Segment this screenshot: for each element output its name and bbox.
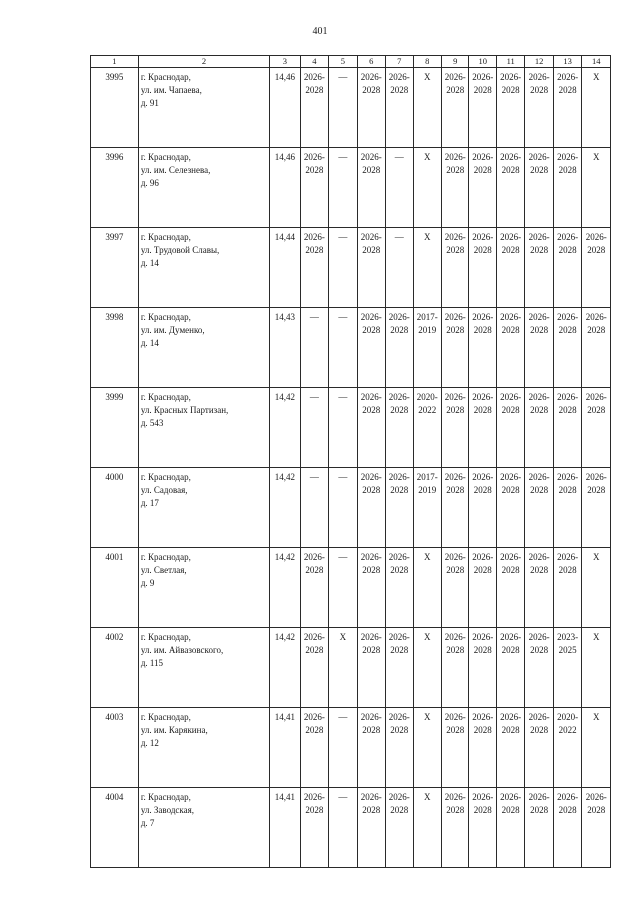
period-cell: — [329,388,357,468]
table-row [91,548,611,628]
column-number-11: 11 [496,56,524,68]
period-cell: 2026- 2028 [442,468,469,548]
address-line: г. Краснодар, [140,232,191,242]
address-line: д. 543 [140,418,164,428]
period-cell: — [300,468,328,548]
period-cell: 2026- 2028 [357,468,385,548]
value-cell: 14,46 [270,148,301,228]
period-cell: 2026- 2028 [300,548,328,628]
period-cell: 2026- 2028 [442,68,469,148]
row-number: 4003 [91,708,139,788]
address-line: д. 115 [140,658,164,668]
period-cell: 2026- 2028 [357,708,385,788]
period-cell: — [329,468,357,548]
address-line: г. Краснодар, [140,792,191,802]
row-number: 3995 [91,68,139,148]
period-cell: 2026- 2028 [300,628,328,708]
period-cell: 2026- 2028 [442,228,469,308]
period-cell: Х [413,228,441,308]
address-line: ул. Светлая, [140,565,187,575]
address-line: ул. им. Думенко, [140,325,205,335]
period-cell: 2026- 2028 [496,708,524,788]
period-cell: Х [413,788,441,868]
period-cell: 2026- 2028 [357,788,385,868]
value-cell: 14,42 [270,628,301,708]
period-cell: 2026- 2028 [525,548,553,628]
period-cell: 2026- 2028 [357,228,385,308]
address-line: ул. Заводская, [140,805,195,815]
value-cell: 14,41 [270,708,301,788]
period-cell: 2026- 2028 [357,68,385,148]
period-cell: Х [413,548,441,628]
address-line: ул. им. Карякина, [140,725,208,735]
period-cell: 2026- 2028 [469,148,496,228]
period-cell: 2026- 2028 [582,388,611,468]
address-line: ул. Садовая, [140,485,188,495]
address-line: г. Краснодар, [140,712,191,722]
address-line: ул. Трудовой Славы, [140,245,220,255]
address-line: д. 9 [140,578,155,588]
row-number: 4001 [91,548,139,628]
table-row [91,388,611,468]
table-row [91,468,611,548]
period-cell: 2026- 2028 [469,788,496,868]
period-cell: 2026- 2028 [300,68,328,148]
row-number: 3998 [91,308,139,388]
period-cell: 2026- 2028 [469,388,496,468]
table-row [91,148,611,228]
period-cell: 2026- 2028 [553,468,581,548]
row-number: 3997 [91,228,139,308]
period-cell: — [386,228,413,308]
column-number-5: 5 [329,56,357,68]
value-cell: 14,43 [270,308,301,388]
period-cell: 2026- 2028 [525,788,553,868]
address-line: д. 17 [140,498,159,508]
address-line: г. Краснодар, [140,392,191,402]
period-cell: 2017- 2019 [413,468,441,548]
period-cell: 2026- 2028 [553,388,581,468]
period-cell: 2026- 2028 [553,68,581,148]
address-line: ул. им. Селезнева, [140,165,211,175]
period-cell: 2026- 2028 [386,68,413,148]
period-cell: 2026- 2028 [553,788,581,868]
period-cell: 2026- 2028 [386,548,413,628]
value-cell: 14,42 [270,388,301,468]
address-line: г. Краснодар, [140,552,191,562]
table-row [91,628,611,708]
period-cell: 2026- 2028 [496,148,524,228]
address-cell [138,68,269,148]
table-row [91,68,611,148]
period-cell: 2026- 2028 [469,628,496,708]
period-cell: 2026- 2028 [386,388,413,468]
column-number-9: 9 [442,56,469,68]
address-line: д. 14 [140,258,159,268]
period-cell: 2026- 2028 [496,788,524,868]
period-cell: 2026- 2028 [525,388,553,468]
period-cell: 2026- 2028 [386,628,413,708]
column-number-6: 6 [357,56,385,68]
column-number-13: 13 [553,56,581,68]
period-cell: 2026- 2028 [442,628,469,708]
schedule-table [90,55,611,868]
address-cell [138,148,269,228]
period-cell: 2026- 2028 [357,148,385,228]
period-cell: 2026- 2028 [469,308,496,388]
column-number-7: 7 [386,56,413,68]
period-cell: 2026- 2028 [469,228,496,308]
period-cell: 2026- 2028 [357,308,385,388]
period-cell: Х [329,628,357,708]
period-cell: 2026- 2028 [582,788,611,868]
address-line: д. 12 [140,738,159,748]
address-line: г. Краснодар, [140,472,191,482]
address-cell [138,468,269,548]
period-cell: 2026- 2028 [442,548,469,628]
period-cell: 2026- 2028 [300,788,328,868]
period-cell: 2020- 2022 [413,388,441,468]
value-cell: 14,42 [270,468,301,548]
period-cell: — [329,548,357,628]
address-cell [138,628,269,708]
period-cell: 2026- 2028 [386,308,413,388]
row-number: 3999 [91,388,139,468]
address-line: г. Краснодар, [140,152,191,162]
column-number-10: 10 [469,56,496,68]
column-number-1: 1 [91,56,139,68]
period-cell: 2020- 2022 [553,708,581,788]
period-cell: 2026- 2028 [525,68,553,148]
period-cell: 2026- 2028 [582,228,611,308]
period-cell: — [329,148,357,228]
column-number-14: 14 [582,56,611,68]
period-cell: Х [582,148,611,228]
period-cell: — [300,308,328,388]
address-line: д. 91 [140,98,159,108]
address-cell [138,548,269,628]
period-cell: 2026- 2028 [469,468,496,548]
period-cell: 2026- 2028 [300,228,328,308]
period-cell: 2026- 2028 [553,148,581,228]
period-cell: 2026- 2028 [525,708,553,788]
period-cell: 2026- 2028 [496,388,524,468]
period-cell: Х [582,548,611,628]
period-cell: — [329,708,357,788]
period-cell: Х [582,628,611,708]
address-cell [138,308,269,388]
row-number: 4002 [91,628,139,708]
value-cell: 14,42 [270,548,301,628]
column-number-2: 2 [138,56,269,68]
period-cell: — [386,148,413,228]
period-cell: 2026- 2028 [386,468,413,548]
period-cell: 2026- 2028 [553,228,581,308]
address-line: д. 96 [140,178,159,188]
period-cell: Х [413,708,441,788]
period-cell: — [300,388,328,468]
address-line: г. Краснодар, [140,632,191,642]
page-number: 401 [312,26,328,37]
period-cell: 2026- 2028 [553,308,581,388]
address-line: ул. Красных Партизан, [140,405,229,415]
period-cell: Х [582,68,611,148]
table-row [91,708,611,788]
period-cell: 2026- 2028 [525,468,553,548]
period-cell: 2026- 2028 [469,548,496,628]
period-cell: — [329,68,357,148]
period-cell: 2026- 2028 [582,468,611,548]
period-cell: 2026- 2028 [525,228,553,308]
column-number-4: 4 [300,56,328,68]
period-cell: — [329,228,357,308]
period-cell: 2026- 2028 [496,468,524,548]
table-row [91,308,611,388]
address-line: д. 14 [140,338,159,348]
value-cell: 14,46 [270,68,301,148]
column-number-row [91,56,611,68]
period-cell: Х [413,628,441,708]
period-cell: 2026- 2028 [525,148,553,228]
address-cell [138,388,269,468]
address-cell [138,708,269,788]
period-cell: 2026- 2028 [553,548,581,628]
period-cell: 2026- 2028 [357,548,385,628]
address-line: д. 7 [140,818,155,828]
period-cell: 2026- 2028 [386,708,413,788]
column-number-3: 3 [270,56,301,68]
period-cell: 2026- 2028 [496,68,524,148]
period-cell: 2026- 2028 [469,708,496,788]
period-cell: 2026- 2028 [357,388,385,468]
address-cell [138,788,269,868]
column-number-12: 12 [525,56,553,68]
period-cell: 2026- 2028 [442,708,469,788]
period-cell: 2026- 2028 [525,308,553,388]
period-cell: 2026- 2028 [442,788,469,868]
table-row [91,788,611,868]
address-line: г. Краснодар, [140,72,191,82]
column-number-8: 8 [413,56,441,68]
period-cell: 2026- 2028 [496,628,524,708]
period-cell: 2026- 2028 [469,68,496,148]
period-cell: 2026- 2028 [442,148,469,228]
period-cell: — [329,788,357,868]
row-number: 3996 [91,148,139,228]
period-cell: 2026- 2028 [386,788,413,868]
value-cell: 14,44 [270,228,301,308]
period-cell: Х [413,68,441,148]
period-cell: 2026- 2028 [496,228,524,308]
period-cell: 2023- 2025 [553,628,581,708]
period-cell: Х [413,148,441,228]
period-cell: 2026- 2028 [300,708,328,788]
period-cell: 2026- 2028 [582,308,611,388]
period-cell: 2026- 2028 [496,308,524,388]
period-cell: Х [582,708,611,788]
period-cell: 2017- 2019 [413,308,441,388]
row-number: 4000 [91,468,139,548]
address-line: ул. им. Айвазовского, [140,645,224,655]
table-row [91,228,611,308]
period-cell: 2026- 2028 [496,548,524,628]
address-line: г. Краснодар, [140,312,191,322]
period-cell: 2026- 2028 [442,388,469,468]
address-line: ул. им. Чапаева, [140,85,202,95]
period-cell: — [329,308,357,388]
period-cell: 2026- 2028 [357,628,385,708]
period-cell: 2026- 2028 [300,148,328,228]
period-cell: 2026- 2028 [525,628,553,708]
row-number: 4004 [91,788,139,868]
period-cell: 2026- 2028 [442,308,469,388]
value-cell: 14,41 [270,788,301,868]
address-cell [138,228,269,308]
